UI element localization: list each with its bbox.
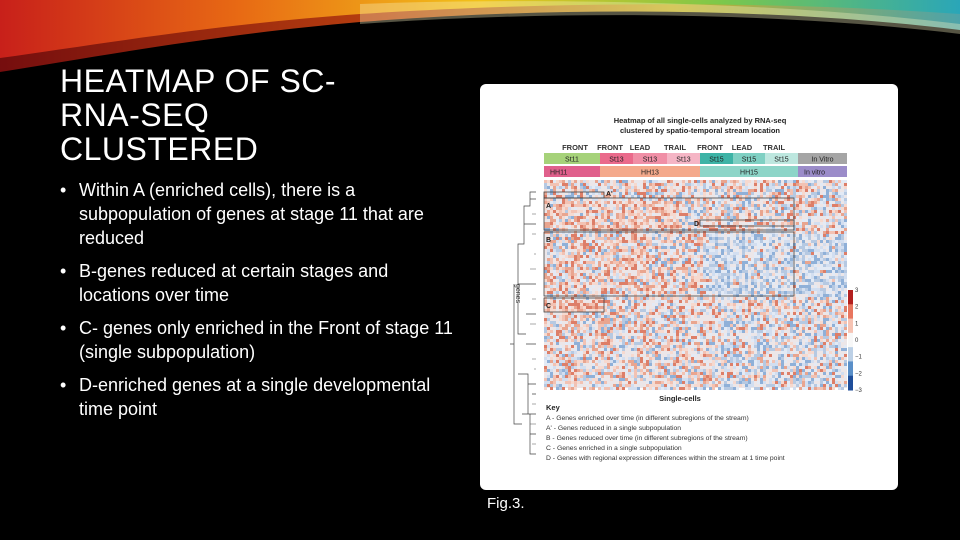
cluster-label-b: B xyxy=(546,237,552,244)
dendrogram xyxy=(510,192,536,454)
scale-segment xyxy=(848,319,853,334)
key-item: C - Genes enriched in a single subpopulation xyxy=(546,445,682,452)
bullet-item xyxy=(60,316,460,364)
scale-tick: 3 xyxy=(855,288,859,294)
key-item: A - Genes enriched over time (in different subregions of the stream) xyxy=(546,415,749,422)
bullet-glyph: • xyxy=(60,318,67,338)
stage-label: St13 xyxy=(609,156,624,164)
bullet-item xyxy=(60,373,460,421)
scale-segment xyxy=(848,347,853,362)
bullet-item xyxy=(60,178,460,250)
heatmap-grid xyxy=(544,180,847,390)
bullet-glyph: • xyxy=(60,375,67,395)
stage-label: St15 xyxy=(741,156,757,164)
bullet-list xyxy=(60,178,460,430)
scale-tick: −1 xyxy=(855,354,862,361)
scale-segment xyxy=(848,376,853,391)
heatmap-figure xyxy=(480,84,898,490)
scale-segment xyxy=(848,304,853,319)
bullet-text: Within A (enriched cells), there is a subpopulation of genes at stage 11 that are reduced xyxy=(79,180,424,248)
figure-card xyxy=(480,84,898,490)
bullet-item xyxy=(60,259,460,307)
scale-tick: 0 xyxy=(855,338,859,344)
scale-segment xyxy=(848,290,853,305)
scale-tick: −3 xyxy=(855,388,862,394)
cluster-label-d: D xyxy=(694,221,700,228)
bullet-glyph: • xyxy=(60,261,67,281)
bullet-text: D-enriched genes at a single developmental time point xyxy=(79,375,431,419)
key-item: D - Genes with regional expression differences within the stream at 1 time point xyxy=(546,455,785,462)
scale-tick: −2 xyxy=(855,371,862,378)
y-axis-label: genes xyxy=(514,284,521,304)
hh-color-bar xyxy=(544,166,847,177)
stage-label: St13 xyxy=(676,156,691,164)
hh-label: HH11 xyxy=(550,169,568,177)
stage-label: St15 xyxy=(709,156,724,164)
color-scale xyxy=(848,288,863,394)
location-label: TRAIL xyxy=(663,143,687,152)
hh-label: HH13 xyxy=(641,169,659,177)
stage-label: St11 xyxy=(565,156,579,164)
figure-title-line2: clustered by spatio-temporal stream location xyxy=(619,126,781,135)
cluster-label-a: A xyxy=(546,203,552,210)
location-label: FRONT xyxy=(562,143,588,152)
slide-title: HEATMAP OF SC-RNA-SEQ CLUSTERED xyxy=(60,63,337,167)
cluster-label-a-prime: A' xyxy=(606,191,613,198)
stage-label: St15 xyxy=(774,156,789,164)
hh-label: In vitro xyxy=(804,169,826,177)
scale-segment xyxy=(848,361,853,376)
key-title: Key xyxy=(546,403,560,412)
scale-tick: 2 xyxy=(855,304,859,311)
bullet-text: B-genes reduced at certain stages and locations over time xyxy=(79,261,389,305)
location-label: LEAD xyxy=(629,143,651,152)
cluster-label-c: C xyxy=(546,303,552,310)
location-label: FRONT xyxy=(597,143,623,152)
stage-label: St13 xyxy=(642,156,658,164)
location-labels xyxy=(562,143,785,152)
key-section xyxy=(546,403,785,462)
figure-title-line1: Heatmap of all single-cells analyzed by RNA-seq xyxy=(613,116,787,125)
stage-label: In Vitro xyxy=(811,156,834,164)
bullet-text: C- genes only enriched in the Front of stage 11 (single subpopulation) xyxy=(79,318,453,362)
scale-segment xyxy=(848,333,853,348)
location-label: TRAIL xyxy=(762,143,786,152)
stage-color-bar xyxy=(544,153,847,164)
bullet-glyph: • xyxy=(60,180,67,200)
x-axis-label: Single-cells xyxy=(659,394,701,403)
figure-caption: Fig.3. xyxy=(487,495,525,512)
location-label: LEAD xyxy=(731,143,753,152)
key-item: B - Genes reduced over time (in different subregions of the stream) xyxy=(546,435,748,442)
location-label: FRONT xyxy=(697,143,723,152)
hh-label: HH15 xyxy=(740,169,758,177)
key-item: A' - Genes reduced in a single subpopulation xyxy=(546,425,682,432)
scale-tick: 1 xyxy=(855,321,859,328)
